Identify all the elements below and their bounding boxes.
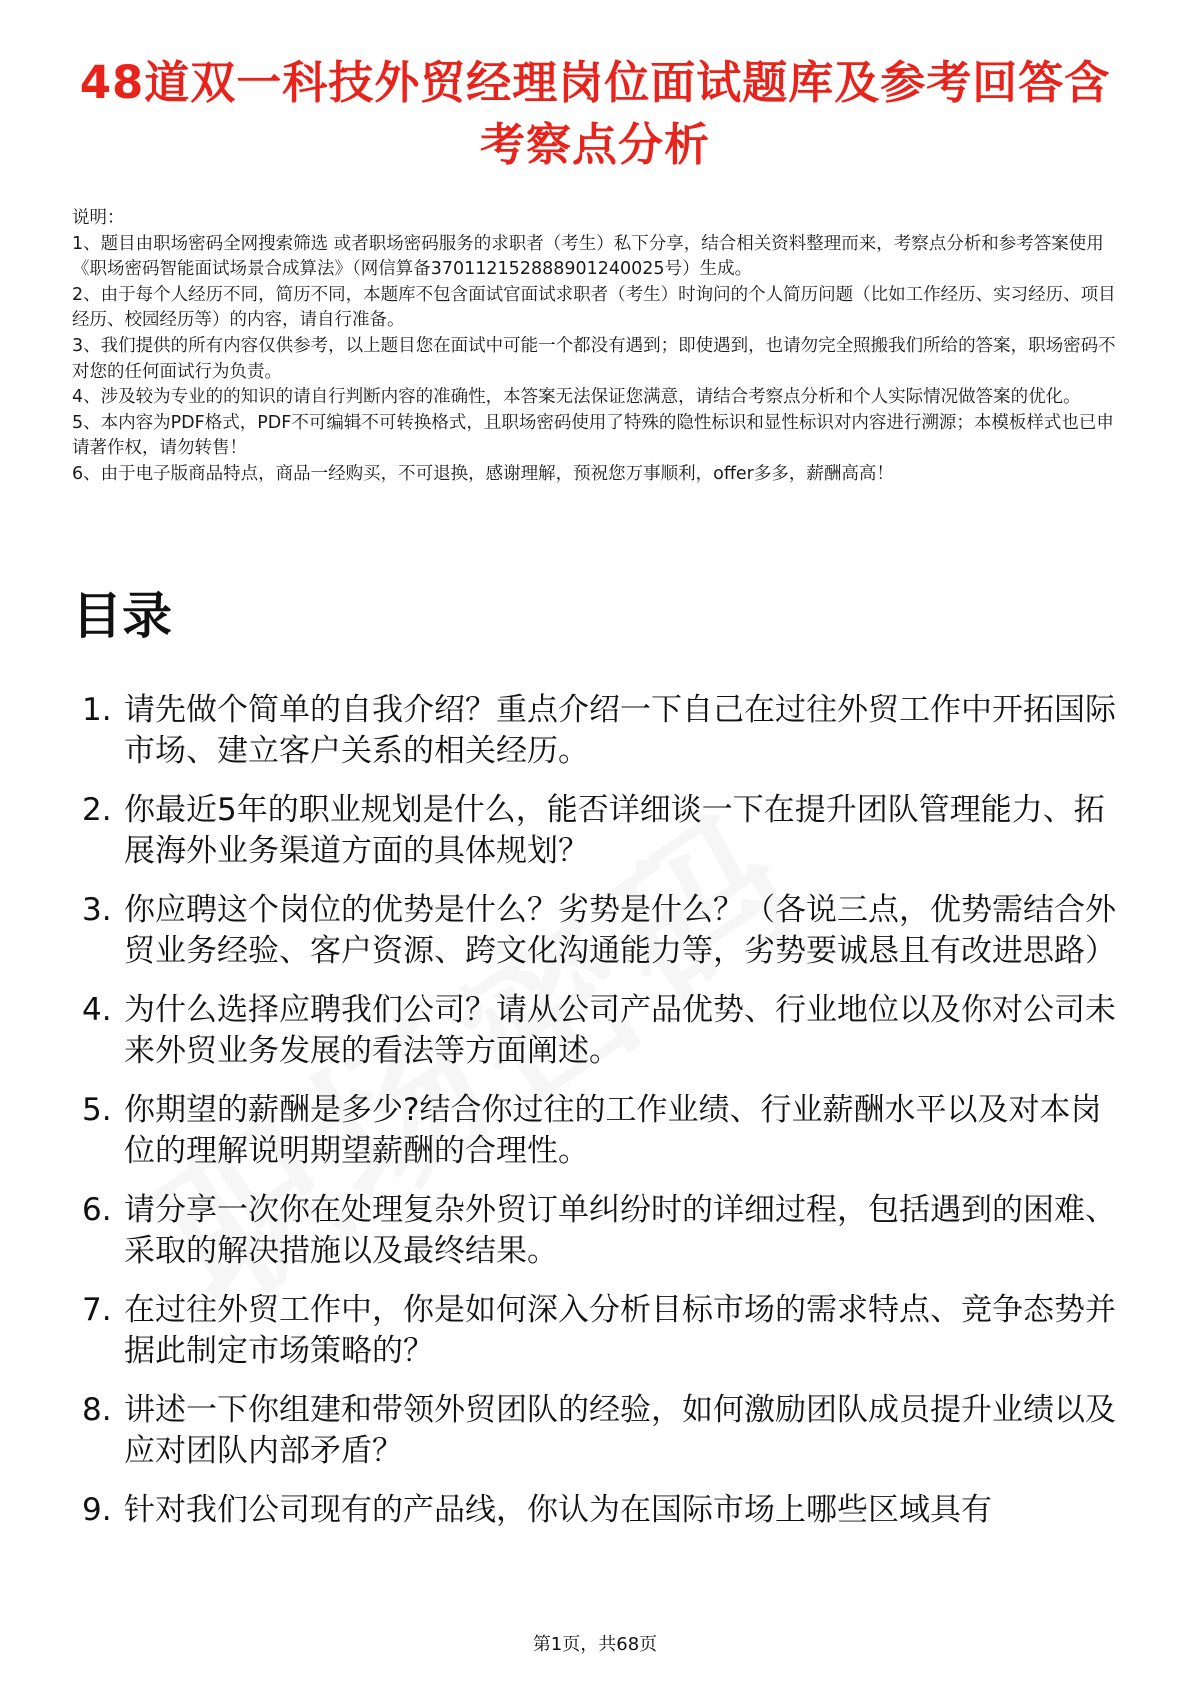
toc-item-number: 4.: [82, 992, 112, 1028]
toc-item-1[interactable]: [72, 690, 1122, 772]
toc-item-2[interactable]: [72, 790, 1122, 872]
toc-item-text: 讲述一下你组建和带领外贸团队的经验，如何激励团队成员提升业绩以及应对团队内部矛盾？: [124, 1392, 1116, 1469]
note-item-5: 5、本内容为PDF格式，PDF不可编辑不可转换格式，且职场密码使用了特殊的隐性标识和显性标识对内容进行溯源；本模板样式也已申请著作权，请勿转售！: [72, 412, 1114, 459]
toc-item-text: 针对我们公司现有的产品线，你认为在国际市场上哪些区域具有: [124, 1492, 992, 1528]
notes-heading: 说明：: [72, 208, 125, 228]
toc-item-9[interactable]: [72, 1490, 1122, 1531]
toc-item-number: 9.: [82, 1492, 112, 1528]
toc-heading: 目录: [72, 587, 172, 645]
note-item-6: 6、由于电子版商品特点，商品一经购买，不可退换，感谢理解，预祝您万事顺利，offer多多，薪酬高高！: [72, 463, 894, 484]
note-item-1: 1、题目由职场密码全网搜索筛选 或者职场密码服务的求职者（考生）私下分享，结合相关资料整理而来，考察点分析和参考答案使用《职场密码智能面试场景合成算法》（网信算备370112152888901240025号）生成。: [72, 233, 1104, 280]
toc-item-number: 6.: [82, 1192, 112, 1228]
toc-item-text: 在过往外贸工作中，你是如何深入分析目标市场的需求特点、竞争态势并据此制定市场策略的？: [124, 1292, 1116, 1369]
toc-item-text: 请先做个简单的自我介绍？重点介绍一下自己在过往外贸工作中开拓国际市场、建立客户关系的相关经历。: [124, 692, 1116, 769]
toc-item-number: 1.: [82, 692, 112, 728]
toc-item-7[interactable]: [72, 1290, 1122, 1372]
toc-item-text: 你应聘这个岗位的优势是什么？劣势是什么？（各说三点，优势需结合外贸业务经验、客户资源、跨文化沟通能力等，劣势要诚恳且有改进思路）: [124, 892, 1116, 969]
note-item-2: 2、由于每个人经历不同，简历不同，本题库不包含面试官面试求职者（考生）时询问的个人简历问题（比如工作经历、实习经历、项目经历、校园经历等）的内容，请自行准备。: [72, 284, 1116, 331]
document-title: 48道双一科技外贸经理岗位面试题库及参考回答含考察点分析: [79, 56, 1111, 171]
toc-item-5[interactable]: [72, 1090, 1122, 1172]
toc-item-text: 你最近5年的职业规划是什么，能否详细谈一下在提升团队管理能力、拓展海外业务渠道方面的具体规划？: [124, 792, 1105, 869]
toc-item-number: 2.: [82, 792, 112, 828]
toc-item-6[interactable]: [72, 1190, 1122, 1272]
toc-item-text: 为什么选择应聘我们公司？请从公司产品优势、行业地位以及你对公司未来外贸业务发展的看法等方面阐述。: [124, 992, 1116, 1069]
notes-section: [72, 206, 1120, 488]
toc-list: [72, 690, 1122, 1549]
toc-item-3[interactable]: [72, 890, 1122, 972]
note-item-4: 4、涉及较为专业的的知识的请自行判断内容的准确性，本答案无法保证您满意，请结合考察点分析和个人实际情况做答案的优化。: [72, 387, 1081, 408]
note-item-3: 3、我们提供的所有内容仅供参考，以上题目您在面试中可能一个都没有遇到；即使遇到，也请勿完全照搬我们所给的答案，职场密码不对您的任何面试行为负责。: [72, 335, 1116, 382]
toc-item-8[interactable]: [72, 1390, 1122, 1472]
page-footer: 第1页，共68页: [532, 1634, 658, 1655]
toc-item-number: 8.: [82, 1392, 112, 1428]
toc-item-number: 7.: [82, 1292, 112, 1328]
toc-item-4[interactable]: [72, 990, 1122, 1072]
toc-item-text: 请分享一次你在处理复杂外贸订单纠纷时的详细过程，包括遇到的困难、采取的解决措施以及最终结果。: [124, 1192, 1116, 1269]
toc-item-number: 3.: [82, 892, 112, 928]
toc-item-number: 5.: [82, 1092, 112, 1128]
toc-item-text: 你期望的薪酬是多少?结合你过往的工作业绩、行业薪酬水平以及对本岗位的理解说明期望薪酬的合理性。: [124, 1092, 1102, 1169]
